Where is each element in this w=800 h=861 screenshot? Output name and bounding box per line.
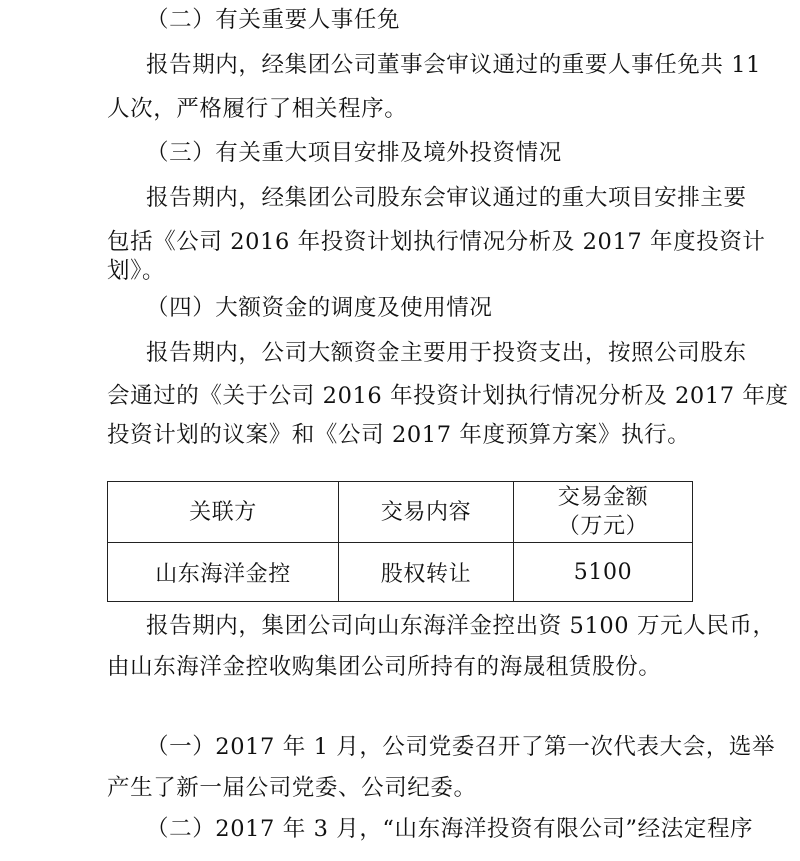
cell-transaction-amount: 5100 <box>514 543 693 602</box>
table-row <box>108 543 693 602</box>
paragraph-line: （二）2017 年 3 月，“山东海洋投资有限公司”经法定程序 <box>146 816 754 842</box>
sub-heading-funds: （四）大额资金的调度及使用情况 <box>146 295 493 321</box>
paragraph-line: 会通过的《关于公司 2016 年投资计划执行情况分析及 2017 年度 <box>107 383 789 409</box>
paragraph-line: 产生了新一届公司党委、公司纪委。 <box>107 775 477 801</box>
paragraph-line: 划》。 <box>107 258 166 284</box>
header-transaction-content: 交易内容 <box>339 482 514 543</box>
related-transactions-table <box>107 481 693 602</box>
header-transaction-amount <box>514 482 693 543</box>
paragraph-line: 由山东海洋金控收购集团公司所持有的海晟租赁股份。 <box>107 654 662 680</box>
header-amount-label: 交易金额 <box>557 485 649 510</box>
paragraph-line: 报告期内，公司大额资金主要用于投资支出，按照公司股东 <box>146 340 747 366</box>
sub-heading-personnel: （二）有关重要人事任免 <box>146 7 401 33</box>
header-related-party: 关联方 <box>108 482 339 543</box>
paragraph-line: 包括《公司 2016 年投资计划执行情况分析及 2017 年度投资计 <box>107 229 766 255</box>
paragraph-line: 投资计划的议案》和《公司 2017 年度预算方案》执行。 <box>107 422 691 448</box>
table-header-row <box>108 482 693 543</box>
paragraph-line: 报告期内，经集团公司董事会审议通过的重要人事任免共 11 <box>146 52 762 78</box>
sub-heading-major-projects: （三）有关重大项目安排及境外投资情况 <box>146 140 562 166</box>
header-amount-unit: （万元） <box>557 514 649 539</box>
cell-related-party: 山东海洋金控 <box>108 543 339 602</box>
paragraph-line: 报告期内，集团公司向山东海洋金控出资 5100 万元人民币， <box>146 613 776 639</box>
cell-transaction-content: 股权转让 <box>339 543 514 602</box>
paragraph-line: （一）2017 年 1 月，公司党委召开了第一次代表大会，选举 <box>146 734 776 760</box>
paragraph-line: 报告期内，经集团公司股东会审议通过的重大项目安排主要 <box>146 185 747 211</box>
paragraph-line: 人次，严格履行了相关程序。 <box>107 96 408 122</box>
